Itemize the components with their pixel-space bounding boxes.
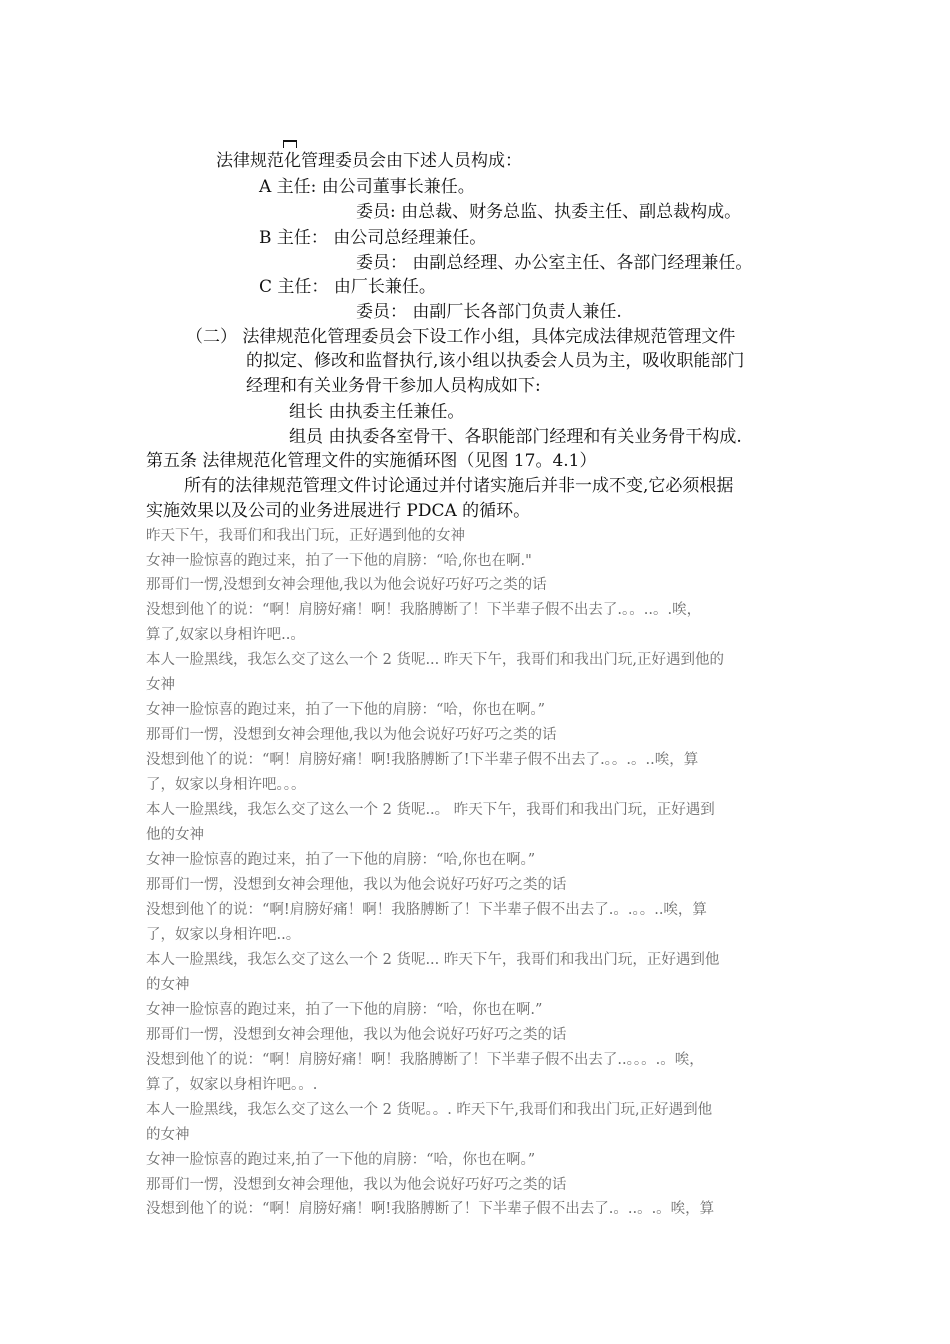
filler-line: 算了,奴家以身相许吧..。 xyxy=(146,627,305,643)
c-director: C 主任： 由厂长兼任。 xyxy=(259,277,436,297)
filler-line: 了，奴家以身相许吧..。 xyxy=(146,927,301,943)
filler-line: 女神一脸惊喜的跑过来，拍了一下他的肩膀：“哈，你也在啊.” xyxy=(146,1002,543,1018)
filler-line: 本人一脸黑线，我怎么交了这么一个 2 货呢。。. 昨天下午,我哥们和我出门玩,正好遇到他 xyxy=(146,1102,713,1118)
margin-mark xyxy=(283,140,297,148)
c-members: 委员： 由副厂长各部门负责人兼任. xyxy=(356,302,622,322)
membership-intro: 法律规范化管理委员会由下述人员构成： xyxy=(216,151,522,171)
filler-line: 女神一脸惊喜的跑过来,拍了一下他的肩膀：“哈，你也在啊。” xyxy=(146,1152,536,1168)
filler-line: 那哥们一愣，没想到女神会理他,我以为他会说好巧好巧之类的话 xyxy=(146,727,557,743)
filler-line: 本人一脸黑线，我怎么交了这么一个 2 货呢... 昨天下午，我哥们和我出门玩,正好遇到他的 xyxy=(146,652,724,668)
filler-line: 女神一脸惊喜的跑过来，拍了一下他的肩膀：“哈,你也在啊." xyxy=(146,553,532,569)
filler-line: 没想到他丫的说：“啊！肩膀好痛！啊！我胳膊断了！下半辈子假不出去了..。。。.。唉， xyxy=(146,1052,704,1068)
a-members: 委员: 由总裁、财务总监、执委主任、副总裁构成。 xyxy=(356,202,742,222)
b-director: B 主任： 由公司总经理兼任。 xyxy=(259,228,487,248)
filler-line: 的女神 xyxy=(146,1127,190,1143)
a-director: A 主任: 由公司董事长兼任。 xyxy=(259,177,475,197)
filler-line: 昨天下午，我哥们和我出门玩，正好遇到他的女神 xyxy=(146,528,465,544)
filler-line: 本人一脸黑线，我怎么交了这么一个 2 货呢..。 昨天下午，我哥们和我出门玩，正好遇到 xyxy=(146,802,715,818)
filler-line: 那哥们一愣，没想到女神会理他，我以为他会说好巧好巧之类的话 xyxy=(146,1027,567,1043)
filler-line: 那哥们一愣，没想到女神会理他，我以为他会说好巧好巧之类的话 xyxy=(146,1177,567,1193)
filler-line: 女神一脸惊喜的跑过来，拍了一下他的肩膀：“哈，你也在啊。” xyxy=(146,702,546,718)
b-members: 委员： 由副总经理、办公室主任、各部门经理兼任。 xyxy=(356,253,753,273)
group-leader: 组长 由执委主任兼任。 xyxy=(289,402,465,422)
filler-line: 女神 xyxy=(146,677,175,693)
filler-line: 没想到他丫的说：“啊!肩膀好痛！啊！我胳膊断了！下半辈子假不出去了.。.。。..唉，算 xyxy=(146,902,707,918)
filler-line: 没想到他丫的说：“啊！肩膀好痛！啊！我胳膊断了！下半辈子假不出去了.。。..。.唉， xyxy=(146,602,702,618)
article-five-heading: 第五条 法律规范化管理文件的实施循环图（见图 17。4.1） xyxy=(146,451,597,471)
filler-line: 那哥们一愣,没想到女神会理他,我以为他会说好巧好巧之类的话 xyxy=(146,577,547,593)
filler-line: 本人一脸黑线，我怎么交了这么一个 2 货呢... 昨天下午，我哥们和我出门玩，正好遇到他 xyxy=(146,952,720,968)
filler-line: 那哥们一愣，没想到女神会理他，我以为他会说好巧好巧之类的话 xyxy=(146,877,567,893)
filler-line: 他的女神 xyxy=(146,827,204,843)
group-members: 组员 由执委各室骨干、各职能部门经理和有关业务骨干构成. xyxy=(289,427,742,447)
section-two-line-3: 经理和有关业务骨干参加人员构成如下: xyxy=(246,376,541,396)
filler-line: 的女神 xyxy=(146,977,190,993)
pdca-paragraph-line-1: 所有的法律规范管理文件讨论通过并付诸实施后并非一成不变,它必须根据 xyxy=(184,476,734,496)
section-two-line-2: 的拟定、修改和监督执行,该小组以执委会人员为主，吸收职能部门 xyxy=(246,351,745,371)
filler-line: 没想到他丫的说：“啊！肩膀好痛！啊!我胳膊断了!下半辈子假不出去了.。。.。..唉，算 xyxy=(146,752,699,768)
section-two-line-1: （二） 法律规范化管理委员会下设工作小组，具体完成法律规范管理文件 xyxy=(186,327,736,347)
filler-line: 女神一脸惊喜的跑过来，拍了一下他的肩膀：“哈,你也在啊。” xyxy=(146,852,536,868)
filler-line: 没想到他丫的说：“啊！肩膀好痛！啊!我胳膊断了！下半辈子假不出去了.。..。.。唉，算 xyxy=(146,1201,715,1217)
filler-line: 算了，奴家以身相许吧。。. xyxy=(146,1077,318,1093)
pdca-paragraph-line-2: 实施效果以及公司的业务进展进行 PDCA 的循环。 xyxy=(146,501,531,521)
filler-line: 了，奴家以身相许吧。。。 xyxy=(146,777,306,793)
